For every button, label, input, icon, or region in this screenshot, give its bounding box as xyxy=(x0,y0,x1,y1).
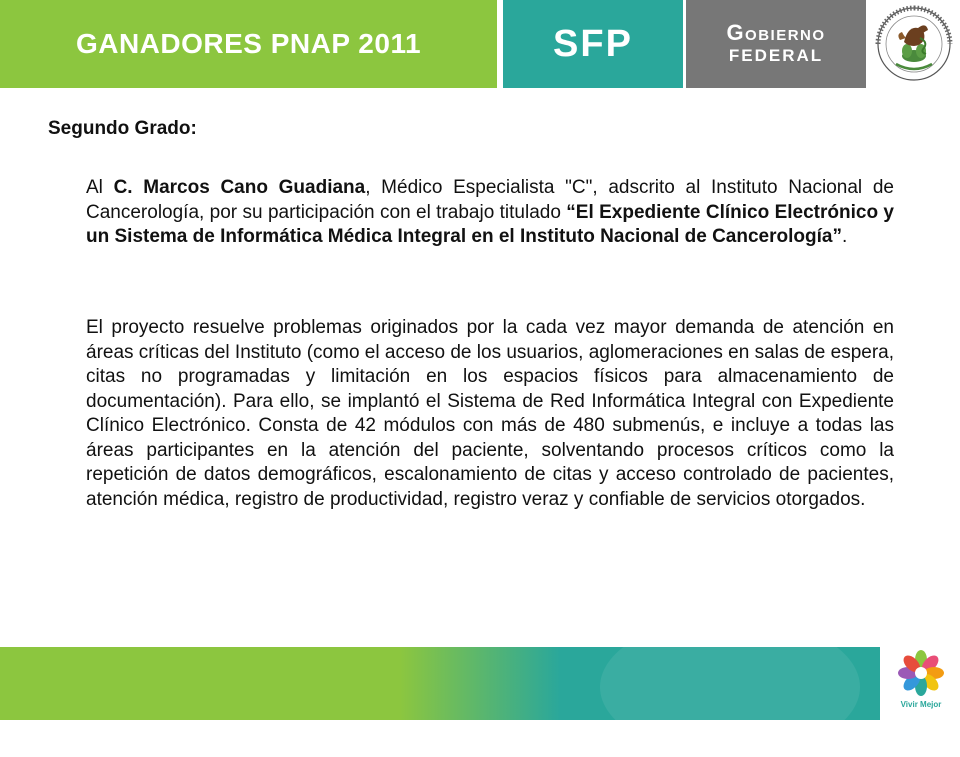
vivir-mejor-text: Vivir Mejor xyxy=(900,700,942,709)
awardee-name: C. Marcos Cano Guadiana xyxy=(113,177,366,198)
sfp-banner xyxy=(503,0,683,88)
p1-mid: , Médico Especialista "C", adscrito al Instituto Nacional de Cancerología, por su participación con el trabajo titulado xyxy=(86,177,894,223)
page-title: GANADORES PNAP 2011 xyxy=(75,28,422,59)
vivir-mejor-logo xyxy=(882,647,960,720)
project-description: El proyecto resuelve problemas originados por la cada vez mayor demanda de atención en áreas críticas del Instituto (como el acceso de los usuarios, aglomeraciones en salas de espera, citas no programadas y limitación en los espacios físicos para almacenamiento de documentación). Para ello, se implantó el Sistema de Red Informática Integral con Expediente Clínico Electrónico. Consta de 42 módulos con más de 480 submenús, e incluye a todas las áreas participantes en la atención del paciente, solventando procesos críticos como la repetición de datos demográficos, escalonamiento de citas y acceso controlado de pacientes, atención médica, registro de productividad, registro veraz y confiable de servicios otorgados. xyxy=(86,317,894,510)
coat-of-arms-icon xyxy=(868,0,960,88)
section-subtitle: Segundo Grado: xyxy=(48,118,197,139)
flower-icon xyxy=(896,647,946,699)
gobierno-text: Gobierno xyxy=(726,20,826,45)
award-paragraph xyxy=(86,176,894,250)
header-title-banner xyxy=(0,0,500,88)
p1-pre: Al xyxy=(86,177,114,198)
footer-gradient-band xyxy=(400,647,560,720)
federal-text: FEDERAL xyxy=(728,46,824,65)
gobierno-federal-banner xyxy=(686,0,866,88)
work-title: “El Expediente Clínico Electrónico y un Sistema de Informática Médica Integral en el Instituto Nacional de Cancerología” xyxy=(86,201,894,247)
sfp-logo-text: SFP xyxy=(553,22,633,65)
p1-end: . xyxy=(841,226,848,247)
header xyxy=(0,0,960,90)
footer-teal-band xyxy=(560,647,880,720)
main-content xyxy=(0,100,960,620)
footer xyxy=(0,647,960,720)
